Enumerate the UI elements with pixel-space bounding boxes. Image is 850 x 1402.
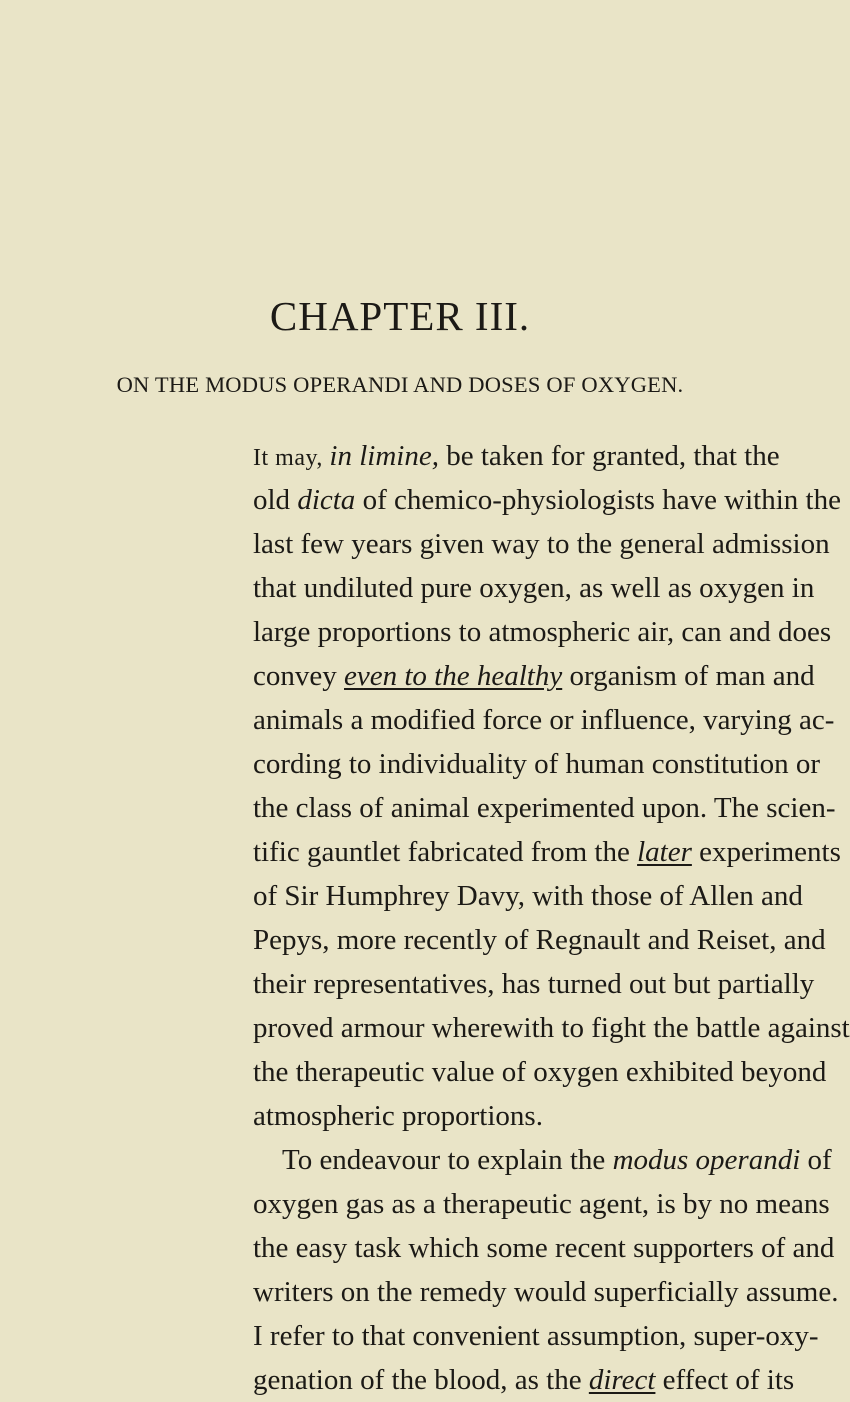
- text-line: atmospheric proportions.: [253, 1100, 543, 1132]
- text-line: old dicta of chemico-physiologists have within the: [253, 484, 841, 516]
- text-line: writers on the remedy would superficially assume.: [253, 1276, 839, 1308]
- chapter-title: CHAPTER III.: [269, 293, 531, 339]
- text-line: To endeavour to explain the modus operandi of: [282, 1144, 832, 1176]
- text-line: proved armour wherewith to fight the battle against: [253, 1012, 850, 1044]
- text-line: last few years given way to the general admission: [253, 528, 830, 560]
- text-line: genation of the blood, as the direct effect of its: [253, 1364, 795, 1396]
- text-line: that undiluted pure oxygen, as well as oxygen in: [253, 572, 815, 604]
- text-line: large proportions to atmospheric air, can and does: [253, 616, 832, 648]
- text-line: I refer to that convenient assumption, super-oxy-: [253, 1320, 819, 1352]
- text-line: the class of animal experimented upon. The scien-: [253, 792, 836, 824]
- text-line: It may, in limine, be taken for granted, that the: [253, 440, 780, 472]
- text-line: of Sir Humphrey Davy, with those of Allen and: [253, 880, 803, 912]
- text-line: Pepys, more recently of Regnault and Reiset, and: [253, 924, 826, 956]
- text-line: oxygen gas as a therapeutic agent, is by no means: [253, 1188, 830, 1220]
- text-line: the therapeutic value of oxygen exhibited beyond: [253, 1056, 827, 1088]
- text-line: the easy task which some recent supporters of and: [253, 1232, 835, 1264]
- text-line: tific gauntlet fabricated from the later experiments: [253, 836, 841, 868]
- text-line: convey even to the healthy organism of man and: [253, 660, 815, 692]
- section-title: ON THE MODUS OPERANDI AND DOSES OF OXYGEN.: [116, 372, 684, 397]
- text-line: animals a modified force or influence, varying ac-: [253, 704, 835, 736]
- text-line: cording to individuality of human constitution or: [253, 748, 821, 780]
- text-line: their representatives, has turned out but partially: [253, 968, 815, 1000]
